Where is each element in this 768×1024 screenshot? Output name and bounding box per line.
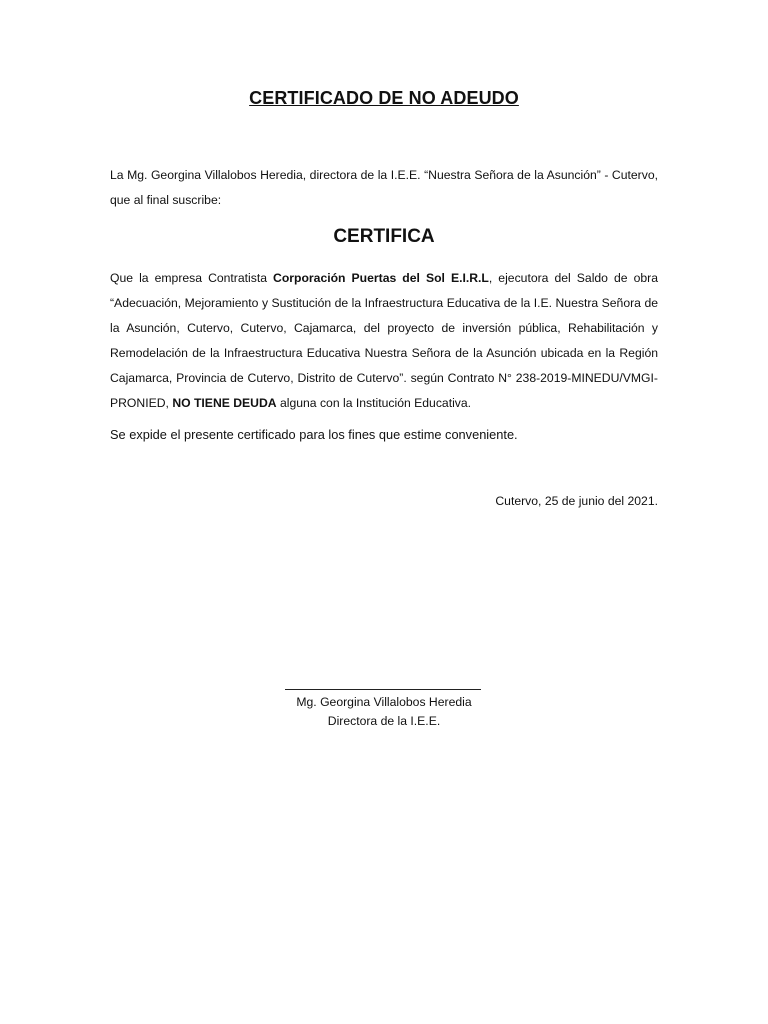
body-text-part-2: , ejecutora del Saldo de obra “Adecuación, Mejoramiento y Sustitución de la Infraestructura Educativa de la I.E. Nuestra Señora de la Asunción, Cutervo, Cutervo, Cajamarca, del proyecto de inversión pública, Rehabilitación y Remodelación de la Infraestructura Educativa Nuestra Señora de la Asunción ubicada en la Región Cajamarca, Provincia de Cutervo, Distrito de Cutervo”. según Contrato N° 238-2019-MINEDU/VMGI-PRONIED,	[110, 271, 658, 410]
document-title: CERTIFICADO DE NO ADEUDO	[249, 88, 519, 108]
no-debt-statement: NO TIENE DEUDA	[172, 396, 277, 410]
body-text-part-1: Que la empresa Contratista	[110, 271, 274, 285]
issue-date: Cutervo, 25 de junio del 2021.	[495, 494, 658, 508]
signatory-role: Directora de la I.E.E.	[327, 714, 441, 728]
signatory-name: Mg. Georgina Villalobos Heredia	[296, 695, 472, 709]
certifica-heading: CERTIFICA	[333, 226, 435, 247]
intro-paragraph: La Mg. Georgina Villalobos Heredia, directora de la I.E.E. “Nuestra Señora de la Asunción” - Cutervo, que al final suscribe:	[110, 168, 658, 207]
issuance-statement: Se expide el presente certificado para los fines que estime conveniente.	[110, 427, 518, 442]
signature-line	[285, 689, 481, 690]
certification-body	[110, 266, 658, 416]
company-name: Corporación Puertas del Sol E.I.R.L	[273, 271, 489, 285]
body-text-part-3: alguna con la Institución Educativa.	[276, 396, 472, 410]
